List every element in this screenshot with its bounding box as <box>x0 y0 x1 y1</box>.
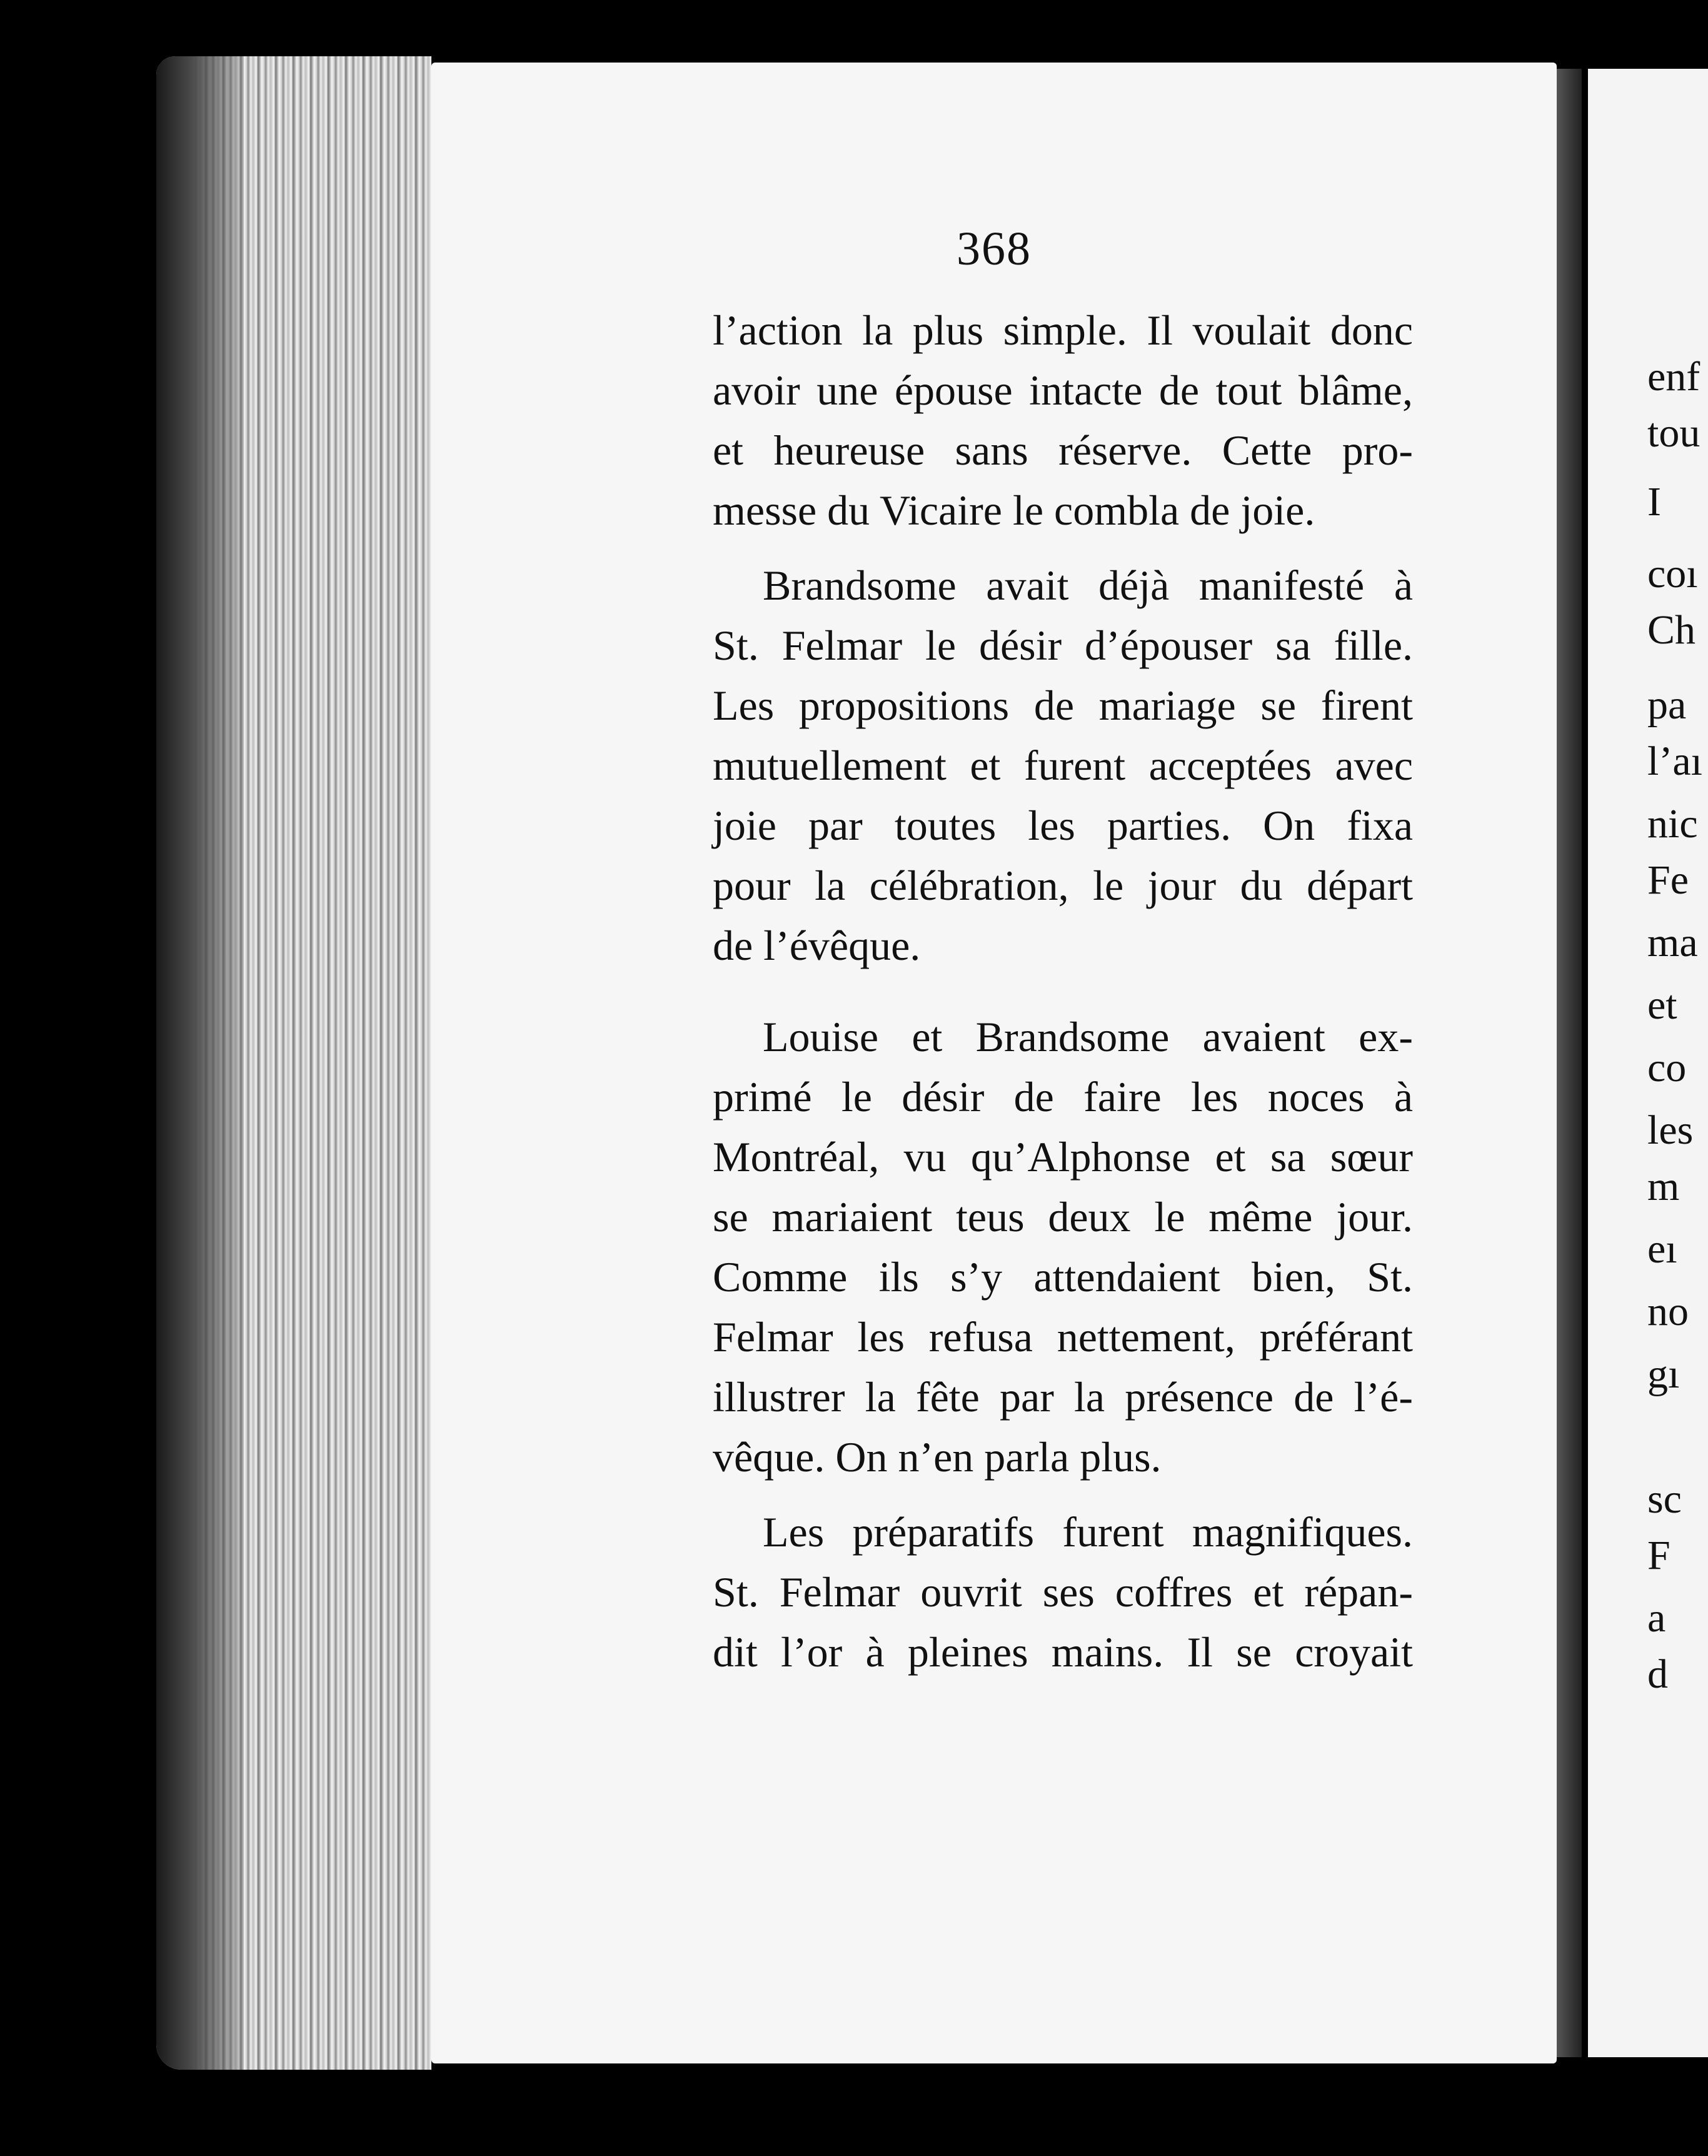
text-line: Brandsome avait déjà manifesté à <box>763 562 1413 609</box>
text-fragment: sc <box>1647 1476 1682 1522</box>
text-line: de l’évêque. <box>713 922 921 969</box>
text-line: Montréal, vu qu’Alphonse et sa sœur <box>713 1133 1413 1181</box>
page-text <box>713 300 1413 1697</box>
text-fragment: pa <box>1647 682 1687 728</box>
text-fragment: d <box>1647 1651 1668 1697</box>
right-page-fragment <box>1588 69 1708 2057</box>
text-fragment: coı <box>1647 551 1698 597</box>
text-fragment: m <box>1647 1164 1680 1209</box>
text-line: dit l’or à pleines mains. Il se croyait <box>713 1628 1413 1676</box>
text-line: St. Felmar le désir d’épouser sa fille. <box>713 622 1413 669</box>
text-line: primé le désir de faire les noces à <box>713 1073 1413 1121</box>
paragraph <box>713 1007 1413 1487</box>
text-line: mutuellement et furent acceptées avec <box>713 742 1413 789</box>
text-fragment: et <box>1647 982 1677 1028</box>
text-line: illustrer la fête par la présence de l’é- <box>713 1373 1413 1421</box>
text-fragment: eı <box>1647 1226 1677 1272</box>
left-page <box>431 63 1557 2063</box>
paragraph <box>713 300 1413 540</box>
text-fragment: ma <box>1647 920 1698 965</box>
paragraph <box>713 555 1413 975</box>
text-line: Les propositions de mariage se firent <box>713 682 1413 729</box>
text-line: Louise et Brandsome avaient ex- <box>763 1013 1413 1060</box>
text-line: Les préparatifs furent magnifiques. <box>763 1508 1413 1556</box>
page-number: 368 <box>957 223 1032 275</box>
text-fragment: Fe <box>1647 857 1689 903</box>
text-fragment: no <box>1647 1289 1689 1334</box>
text-line: et heureuse sans réserve. Cette pro- <box>713 426 1413 474</box>
paragraph <box>713 1502 1413 1682</box>
text-line: messe du Vicaire le combla de joie. <box>713 486 1315 534</box>
text-line: Felmar les refusa nettement, préférant <box>713 1313 1413 1361</box>
text-fragment: nic <box>1647 801 1698 847</box>
text-line: avoir une épouse intacte de tout blâme, <box>713 366 1413 414</box>
text-fragment: les <box>1647 1107 1694 1153</box>
text-fragment: I <box>1647 479 1661 525</box>
book-cover-edge <box>156 56 244 2070</box>
text-fragment: enf <box>1647 354 1700 400</box>
text-fragment: gı <box>1647 1351 1680 1397</box>
text-line: St. Felmar ouvrit ses coffres et répan- <box>713 1568 1413 1616</box>
text-fragment: co <box>1647 1045 1687 1091</box>
text-line: joie par toutes les parties. On fixa <box>713 802 1413 849</box>
text-line: pour la célébration, le jour du départ <box>713 862 1413 909</box>
book-gutter <box>1557 69 1582 2057</box>
text-fragment: tou <box>1647 410 1700 456</box>
text-fragment: Ch <box>1647 607 1696 653</box>
text-line: se mariaient teus deux le même jour. <box>713 1193 1413 1241</box>
text-line: l’action la plus simple. Il voulait donc <box>713 306 1413 354</box>
text-fragment: a <box>1647 1595 1666 1641</box>
text-fragment: F <box>1647 1533 1670 1578</box>
text-line: Comme ils s’y attendaient bien, St. <box>713 1253 1413 1301</box>
text-line: vêque. On n’en parla plus. <box>713 1433 1162 1481</box>
text-fragment: l’aı <box>1647 738 1702 784</box>
